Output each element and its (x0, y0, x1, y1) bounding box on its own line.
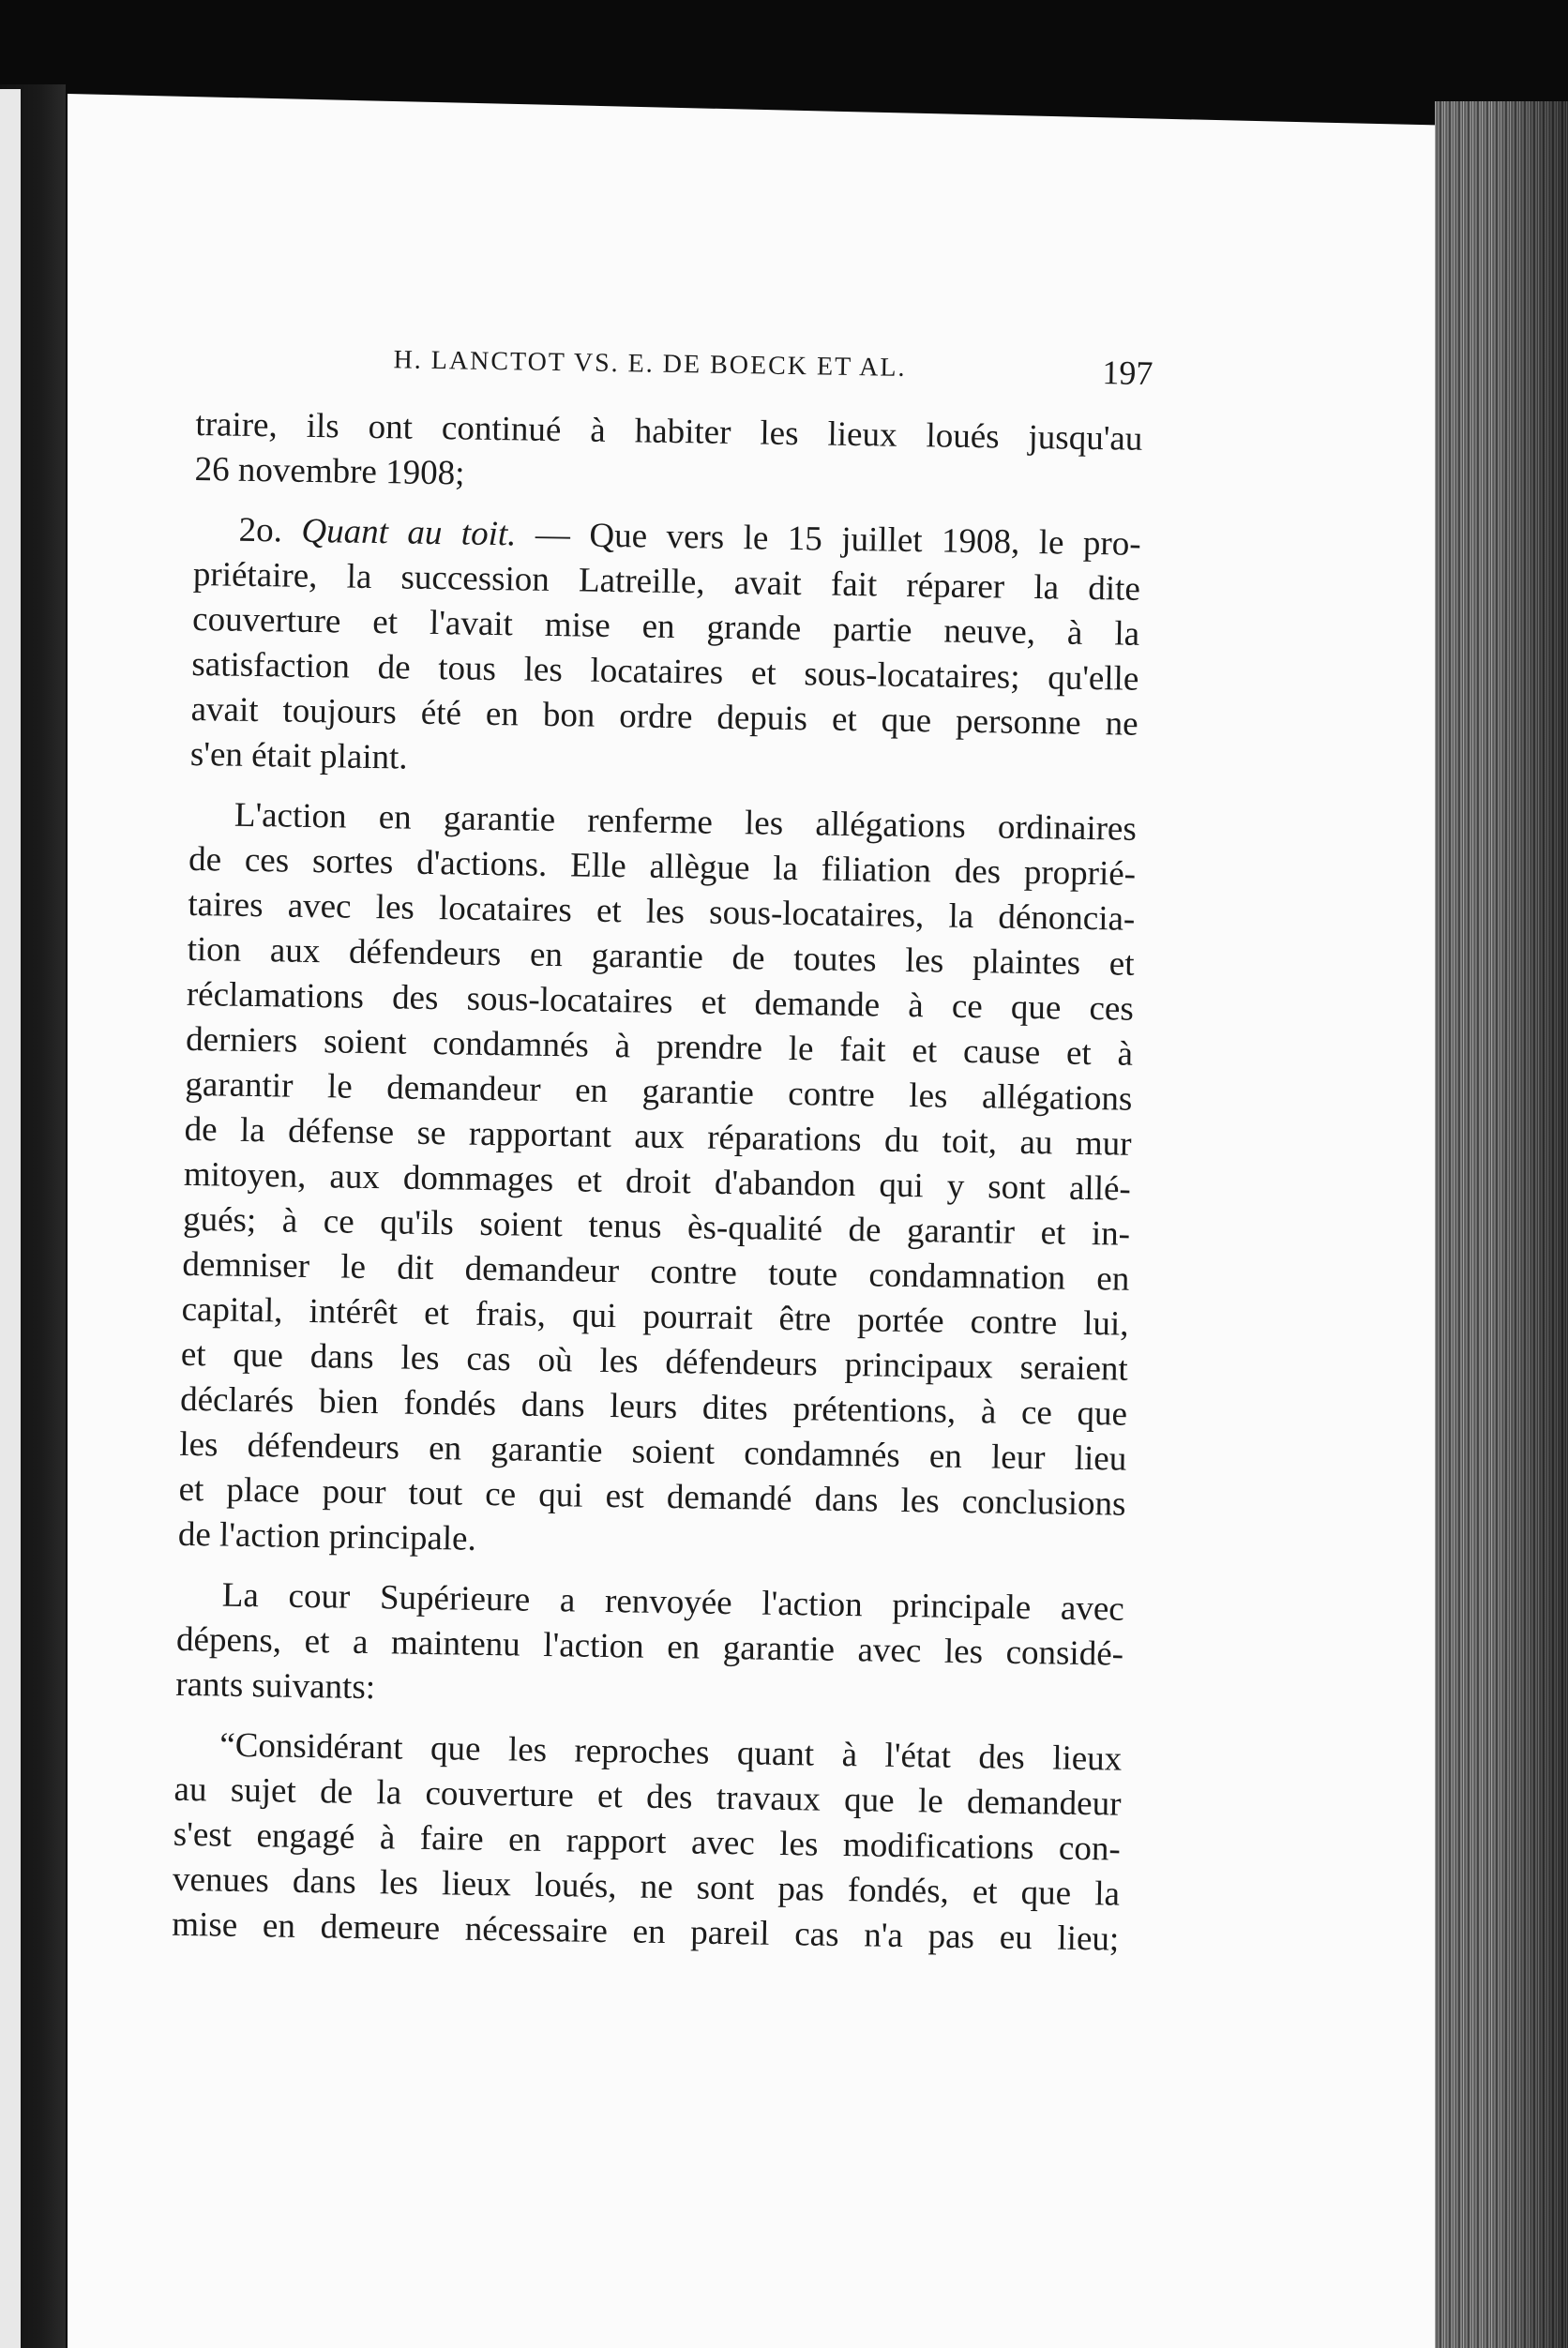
text-line: traire, ils ont continué à habiter les lieux loués jusqu'au (195, 404, 1143, 459)
paragraph-1 (194, 402, 1142, 507)
text-line: taires avec les locataires et les sous-locataires, la dénoncia- (188, 884, 1136, 939)
text-line: couverture et l'avait mise en grande partie neuve, à la (191, 599, 1140, 654)
section-heading-italic: Quant au toit. (301, 511, 517, 554)
text-line: les défendeurs en garantie soient condamnés en leur lieu (179, 1424, 1127, 1479)
text-line: de l'action principale. (177, 1514, 477, 1558)
text-fragment: — Que vers le 15 juillet 1908, le pro- (516, 515, 1141, 564)
paragraph-5 (172, 1723, 1123, 1963)
page-number: 197 (1102, 354, 1153, 393)
text-line: L'action en garantie renferme les allégations ordinaires (234, 795, 1138, 849)
text-line: La cour Supérieure a renvoyée l'action principale avec (221, 1575, 1125, 1629)
text-line: priétaire, la succession Latreille, avait fait réparer la dite (192, 554, 1141, 609)
text-line: et place pour tout ce qui est demandé dans les conclusions (178, 1469, 1126, 1524)
text-line: au sujet de la couverture et des travaux que le demandeur (173, 1769, 1122, 1824)
text-line: de ces sortes d'actions. Elle allègue la filiation des proprié- (188, 839, 1137, 894)
running-head: H. LANCTOT VS. E. DE BOECK ET AL. (393, 345, 907, 383)
text-line: garantir le demandeur en garantie contre les allégations (185, 1064, 1133, 1119)
text-line: de la défense se rapportant aux réparations du toit, au mur (184, 1109, 1132, 1164)
paragraph-4 (175, 1573, 1124, 1723)
text-line: derniers soient condamnés à prendre le fait et cause et à (185, 1019, 1134, 1074)
page-stack-shadow (1491, 101, 1568, 2348)
text-line: réclamations des sous-locataires et demande à ce que ces (186, 974, 1135, 1029)
text-line: rants suivants: (175, 1664, 376, 1708)
text-line: s'est engagé à faire en rapport avec les modifications con- (173, 1814, 1122, 1869)
text-line: tion aux défendeurs en garantie de toutes les plaintes et (187, 929, 1135, 984)
page-content (172, 333, 1153, 1978)
text-line: 26 novembre 1908; (194, 449, 465, 493)
text-line: “Considérant que les reproches quant à l'état des lieux (219, 1725, 1123, 1779)
facing-page-edge (0, 89, 21, 2348)
text-line: dépens, et a maintenu l'action en garantie avec les considé- (175, 1619, 1124, 1674)
text-line: mitoyen, aux dommages et droit d'abandon qui y sont allé- (183, 1154, 1132, 1209)
paragraph-2 (190, 507, 1141, 792)
text-line: et que dans les cas où les défendeurs principaux seraient (180, 1334, 1129, 1389)
text-line: gués; à ce qu'ils soient tenus ès-qualité de garantir et in- (182, 1199, 1131, 1254)
text-line: venues dans les lieux loués, ne sont pas fondés, et que la (172, 1859, 1121, 1914)
text-line: mise en demeure nécessaire en pareil cas n'a pas eu lieu; (172, 1904, 1120, 1959)
text-line: avait toujours été en bon ordre depuis et que personne ne (190, 689, 1138, 744)
text-line: capital, intérêt et frais, qui pourrait être portée contre lui, (181, 1289, 1129, 1344)
text-line: déclarés bien fondés dans leurs dites prétentions, à ce que (179, 1379, 1128, 1434)
text-line: s'en était plaint. (189, 734, 408, 777)
paragraph-3 (177, 792, 1137, 1573)
text-line: satisfaction de tous les locataires et sous-locataires; qu'elle (191, 644, 1139, 699)
text-line: demniser le dit demandeur contre toute condamnation en (182, 1244, 1130, 1299)
item-number: 2o. (238, 510, 283, 550)
